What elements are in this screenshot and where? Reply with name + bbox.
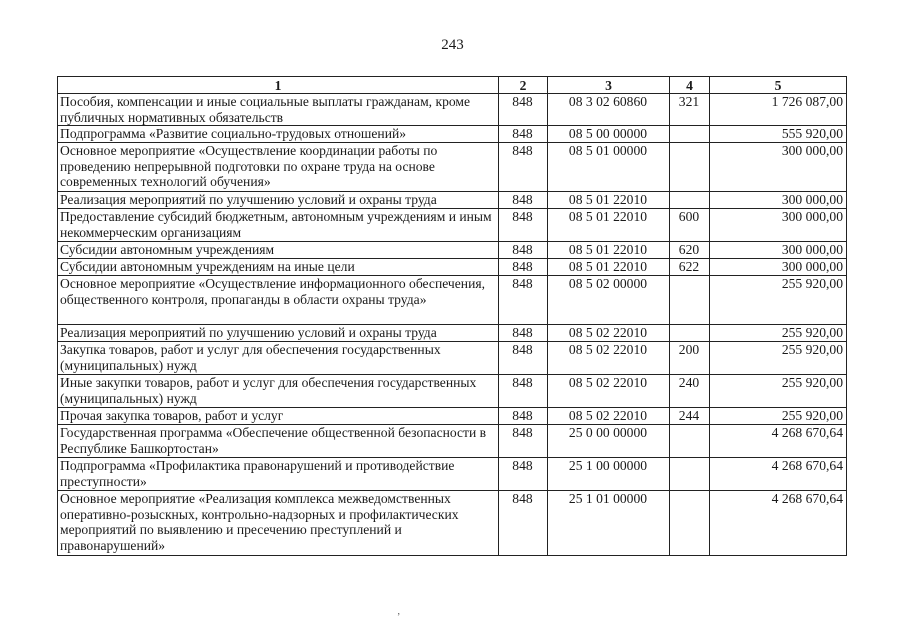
column-header-2: 2 xyxy=(499,77,548,94)
table-row xyxy=(58,425,847,458)
row-type: 240 xyxy=(670,375,710,408)
row-amount: 255 920,00 xyxy=(710,342,847,375)
row-name: Государственная программа «Обеспечение общественной безопасности в Республике Башкортостан» xyxy=(58,425,499,458)
scan-speck: ’ xyxy=(397,612,401,623)
row-type xyxy=(670,143,710,192)
row-amount: 255 920,00 xyxy=(710,375,847,408)
row-type: 200 xyxy=(670,342,710,375)
row-name: Иные закупки товаров, работ и услуг для обеспечения государственных (муниципальных) нужд xyxy=(58,375,499,408)
table-row xyxy=(58,192,847,209)
row-name: Предоставление субсидий бюджетным, автономным учреждениям и иным некоммерческим организациям xyxy=(58,209,499,242)
row-amount: 255 920,00 xyxy=(710,325,847,342)
row-amount: 300 000,00 xyxy=(710,242,847,259)
row-target: 08 5 02 22010 xyxy=(548,408,670,425)
row-target: 08 5 02 22010 xyxy=(548,375,670,408)
row-target: 08 5 01 22010 xyxy=(548,209,670,242)
row-type xyxy=(670,491,710,556)
table-row xyxy=(58,209,847,242)
row-code: 848 xyxy=(499,276,548,325)
row-target: 25 1 01 00000 xyxy=(548,491,670,556)
row-amount: 555 920,00 xyxy=(710,126,847,143)
row-code: 848 xyxy=(499,458,548,491)
row-name: Субсидии автономным учреждениям xyxy=(58,242,499,259)
row-code: 848 xyxy=(499,325,548,342)
row-target: 08 5 01 00000 xyxy=(548,143,670,192)
row-code: 848 xyxy=(499,126,548,143)
row-code: 848 xyxy=(499,425,548,458)
row-target: 25 1 00 00000 xyxy=(548,458,670,491)
row-type xyxy=(670,192,710,209)
row-name: Пособия, компенсации и иные социальные выплаты гражданам, кроме публичных нормативных обязательств xyxy=(58,94,499,126)
row-target: 08 5 01 22010 xyxy=(548,259,670,276)
row-code: 848 xyxy=(499,242,548,259)
table-row xyxy=(58,408,847,425)
row-code: 848 xyxy=(499,342,548,375)
row-type: 620 xyxy=(670,242,710,259)
row-code: 848 xyxy=(499,259,548,276)
table-row xyxy=(58,242,847,259)
row-name: Подпрограмма «Профилактика правонарушений и противодействие преступности» xyxy=(58,458,499,491)
row-code: 848 xyxy=(499,408,548,425)
table-row xyxy=(58,342,847,375)
row-code: 848 xyxy=(499,94,548,126)
row-type: 244 xyxy=(670,408,710,425)
row-type: 321 xyxy=(670,94,710,126)
table-row xyxy=(58,126,847,143)
table-row xyxy=(58,458,847,491)
row-code: 848 xyxy=(499,143,548,192)
row-name: Основное мероприятие «Реализация комплекса межведомственных оперативно-розыскных, контрольно-надзорных и профилактических мероприятий по выявлению и пресечению преступлений и правонарушений» xyxy=(58,491,499,556)
row-target: 25 0 00 00000 xyxy=(548,425,670,458)
row-amount: 4 268 670,64 xyxy=(710,425,847,458)
row-amount: 300 000,00 xyxy=(710,209,847,242)
row-name: Подпрограмма «Развитие социально-трудовых отношений» xyxy=(58,126,499,143)
row-name: Реализация мероприятий по улучшению условий и охраны труда xyxy=(58,325,499,342)
row-amount: 255 920,00 xyxy=(710,408,847,425)
row-code: 848 xyxy=(499,209,548,242)
table-row xyxy=(58,94,847,126)
row-name: Прочая закупка товаров, работ и услуг xyxy=(58,408,499,425)
row-name: Основное мероприятие «Осуществление информационного обеспечения, общественного контроля, пропаганды в области охраны труда» xyxy=(58,276,499,325)
row-code: 848 xyxy=(499,192,548,209)
table-row xyxy=(58,491,847,556)
row-code: 848 xyxy=(499,375,548,408)
row-type xyxy=(670,458,710,491)
column-header-3: 3 xyxy=(548,77,670,94)
table-row xyxy=(58,325,847,342)
row-type xyxy=(670,126,710,143)
table-row xyxy=(58,276,847,325)
budget-table xyxy=(57,76,847,556)
row-type xyxy=(670,325,710,342)
row-type: 622 xyxy=(670,259,710,276)
row-name: Закупка товаров, работ и услуг для обеспечения государственных (муниципальных) нужд xyxy=(58,342,499,375)
row-target: 08 5 01 22010 xyxy=(548,242,670,259)
column-header-5: 5 xyxy=(710,77,847,94)
row-amount: 4 268 670,64 xyxy=(710,458,847,491)
row-amount: 300 000,00 xyxy=(710,192,847,209)
row-target: 08 5 02 00000 xyxy=(548,276,670,325)
row-amount: 1 726 087,00 xyxy=(710,94,847,126)
row-target: 08 3 02 60860 xyxy=(548,94,670,126)
column-header-4: 4 xyxy=(670,77,710,94)
row-type: 600 xyxy=(670,209,710,242)
row-target: 08 5 00 00000 xyxy=(548,126,670,143)
table-row xyxy=(58,143,847,192)
row-amount: 300 000,00 xyxy=(710,259,847,276)
row-target: 08 5 02 22010 xyxy=(548,342,670,375)
table-row xyxy=(58,375,847,408)
row-type xyxy=(670,276,710,325)
page-number: 243 xyxy=(441,37,464,53)
table-row xyxy=(58,259,847,276)
row-type xyxy=(670,425,710,458)
row-amount: 4 268 670,64 xyxy=(710,491,847,556)
row-name: Реализация мероприятий по улучшению условий и охраны труда xyxy=(58,192,499,209)
row-name: Основное мероприятие «Осуществление координации работы по проведению непрерывной подготовки по охране труда на основе современных технологий обучения» xyxy=(58,143,499,192)
row-target: 08 5 01 22010 xyxy=(548,192,670,209)
row-amount: 255 920,00 xyxy=(710,276,847,325)
row-target: 08 5 02 22010 xyxy=(548,325,670,342)
header-row xyxy=(58,77,847,94)
column-header-1: 1 xyxy=(58,77,499,94)
row-name: Субсидии автономным учреждениям на иные цели xyxy=(58,259,499,276)
row-amount: 300 000,00 xyxy=(710,143,847,192)
row-code: 848 xyxy=(499,491,548,556)
